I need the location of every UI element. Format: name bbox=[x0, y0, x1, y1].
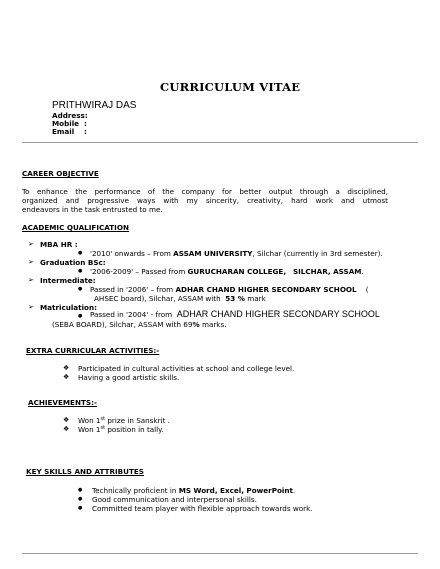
arrow-bullet-icon: ➢ bbox=[28, 258, 34, 266]
matric-detail-1: Passed in '2004' - from ADHAR CHAND HIGHER SECONDARY SCHOOL bbox=[90, 309, 380, 319]
extra-item-2: Having a good artistic skills. bbox=[78, 373, 180, 382]
achievement-item-1: Won 1st prize in Sanskrit . bbox=[78, 416, 170, 425]
bsc-detail: '2006-2009' – Passed from GURUCHARAN COLLEGE, SILCHAR, ASSAM. bbox=[90, 267, 364, 276]
inter-detail-1: Passed in '2006' – from ADHAR CHAND HIGHER SECONDARY SCHOOL ( bbox=[90, 285, 369, 294]
inter-detail-2: AHSEC board), Silchar, ASSAM with 53 % mark bbox=[94, 294, 266, 303]
dot-bullet-icon: ● bbox=[78, 250, 83, 256]
document-title: CURRICULUM VITAE bbox=[160, 80, 301, 94]
achievement-item-2: Won 1st position in tally. bbox=[78, 425, 164, 434]
diamond-bullet-icon: ❖ bbox=[63, 373, 70, 381]
career-line-3: endeavors in the task entrusted to me. bbox=[22, 205, 163, 214]
bsc-label: Graduation BSc: bbox=[40, 258, 106, 267]
email-colon: : bbox=[84, 127, 87, 136]
dot-bullet-icon: ● bbox=[78, 505, 83, 511]
arrow-bullet-icon: ➢ bbox=[28, 303, 34, 311]
mba-label: MBA HR : bbox=[40, 240, 78, 249]
arrow-bullet-icon: ➢ bbox=[28, 276, 34, 284]
mobile-label: Mobile bbox=[52, 119, 80, 128]
skills-heading: KEY SKILLS AND ATTRIBUTES bbox=[26, 467, 144, 476]
extra-heading: EXTRA CURRICULAR ACTIVITIES:- bbox=[26, 346, 160, 355]
skill-item-1: Technically proficient in MS Word, Excel, PowerPoint. bbox=[92, 486, 296, 495]
career-line-1: To enhance the performance of the company for better output through a disciplined, bbox=[22, 187, 388, 196]
footer-divider bbox=[22, 553, 418, 554]
matric-detail-2: (SEBA BOARD), Silchar, ASSAM with 69% marks. bbox=[52, 320, 227, 329]
arrow-bullet-icon: ➢ bbox=[28, 240, 34, 248]
dot-bullet-icon: ● bbox=[78, 286, 83, 292]
achievements-heading: ACHIEVEMENTS:- bbox=[28, 398, 97, 407]
skill-item-2: Good communication and interpersonal skills. bbox=[92, 495, 257, 504]
dot-bullet-icon: ● bbox=[78, 268, 83, 274]
header-divider bbox=[22, 142, 418, 143]
mba-detail: '2010' onwards – From ASSAM UNIVERSITY, Silchar (currently in 3rd semester). bbox=[90, 249, 383, 258]
dot-bullet-icon: ● bbox=[78, 487, 83, 493]
dot-bullet-icon: ● bbox=[78, 313, 83, 319]
diamond-bullet-icon: ❖ bbox=[63, 416, 70, 424]
mobile-colon: : bbox=[84, 119, 87, 128]
matric-label: Matriculation: bbox=[40, 303, 97, 312]
address-label: Address: bbox=[52, 111, 88, 120]
diamond-bullet-icon: ❖ bbox=[63, 425, 70, 433]
skill-item-3: Committed team player with flexible approach towards work. bbox=[92, 504, 313, 513]
academic-heading: ACADEMIC QUALIFICATION bbox=[22, 223, 129, 232]
career-line-2: organized and progressive ways with my sincerity, creativity, hard work and utmost bbox=[22, 196, 388, 205]
diamond-bullet-icon: ❖ bbox=[63, 364, 70, 372]
email-label: Email bbox=[52, 127, 75, 136]
career-heading: CAREER OBJECTIVE bbox=[22, 169, 99, 178]
candidate-name: PRITHWIRAJ DAS bbox=[52, 100, 137, 111]
inter-label: Intermediate: bbox=[40, 276, 96, 285]
dot-bullet-icon: ● bbox=[78, 496, 83, 502]
extra-item-1: Participated in cultural activities at school and college level. bbox=[78, 364, 295, 373]
